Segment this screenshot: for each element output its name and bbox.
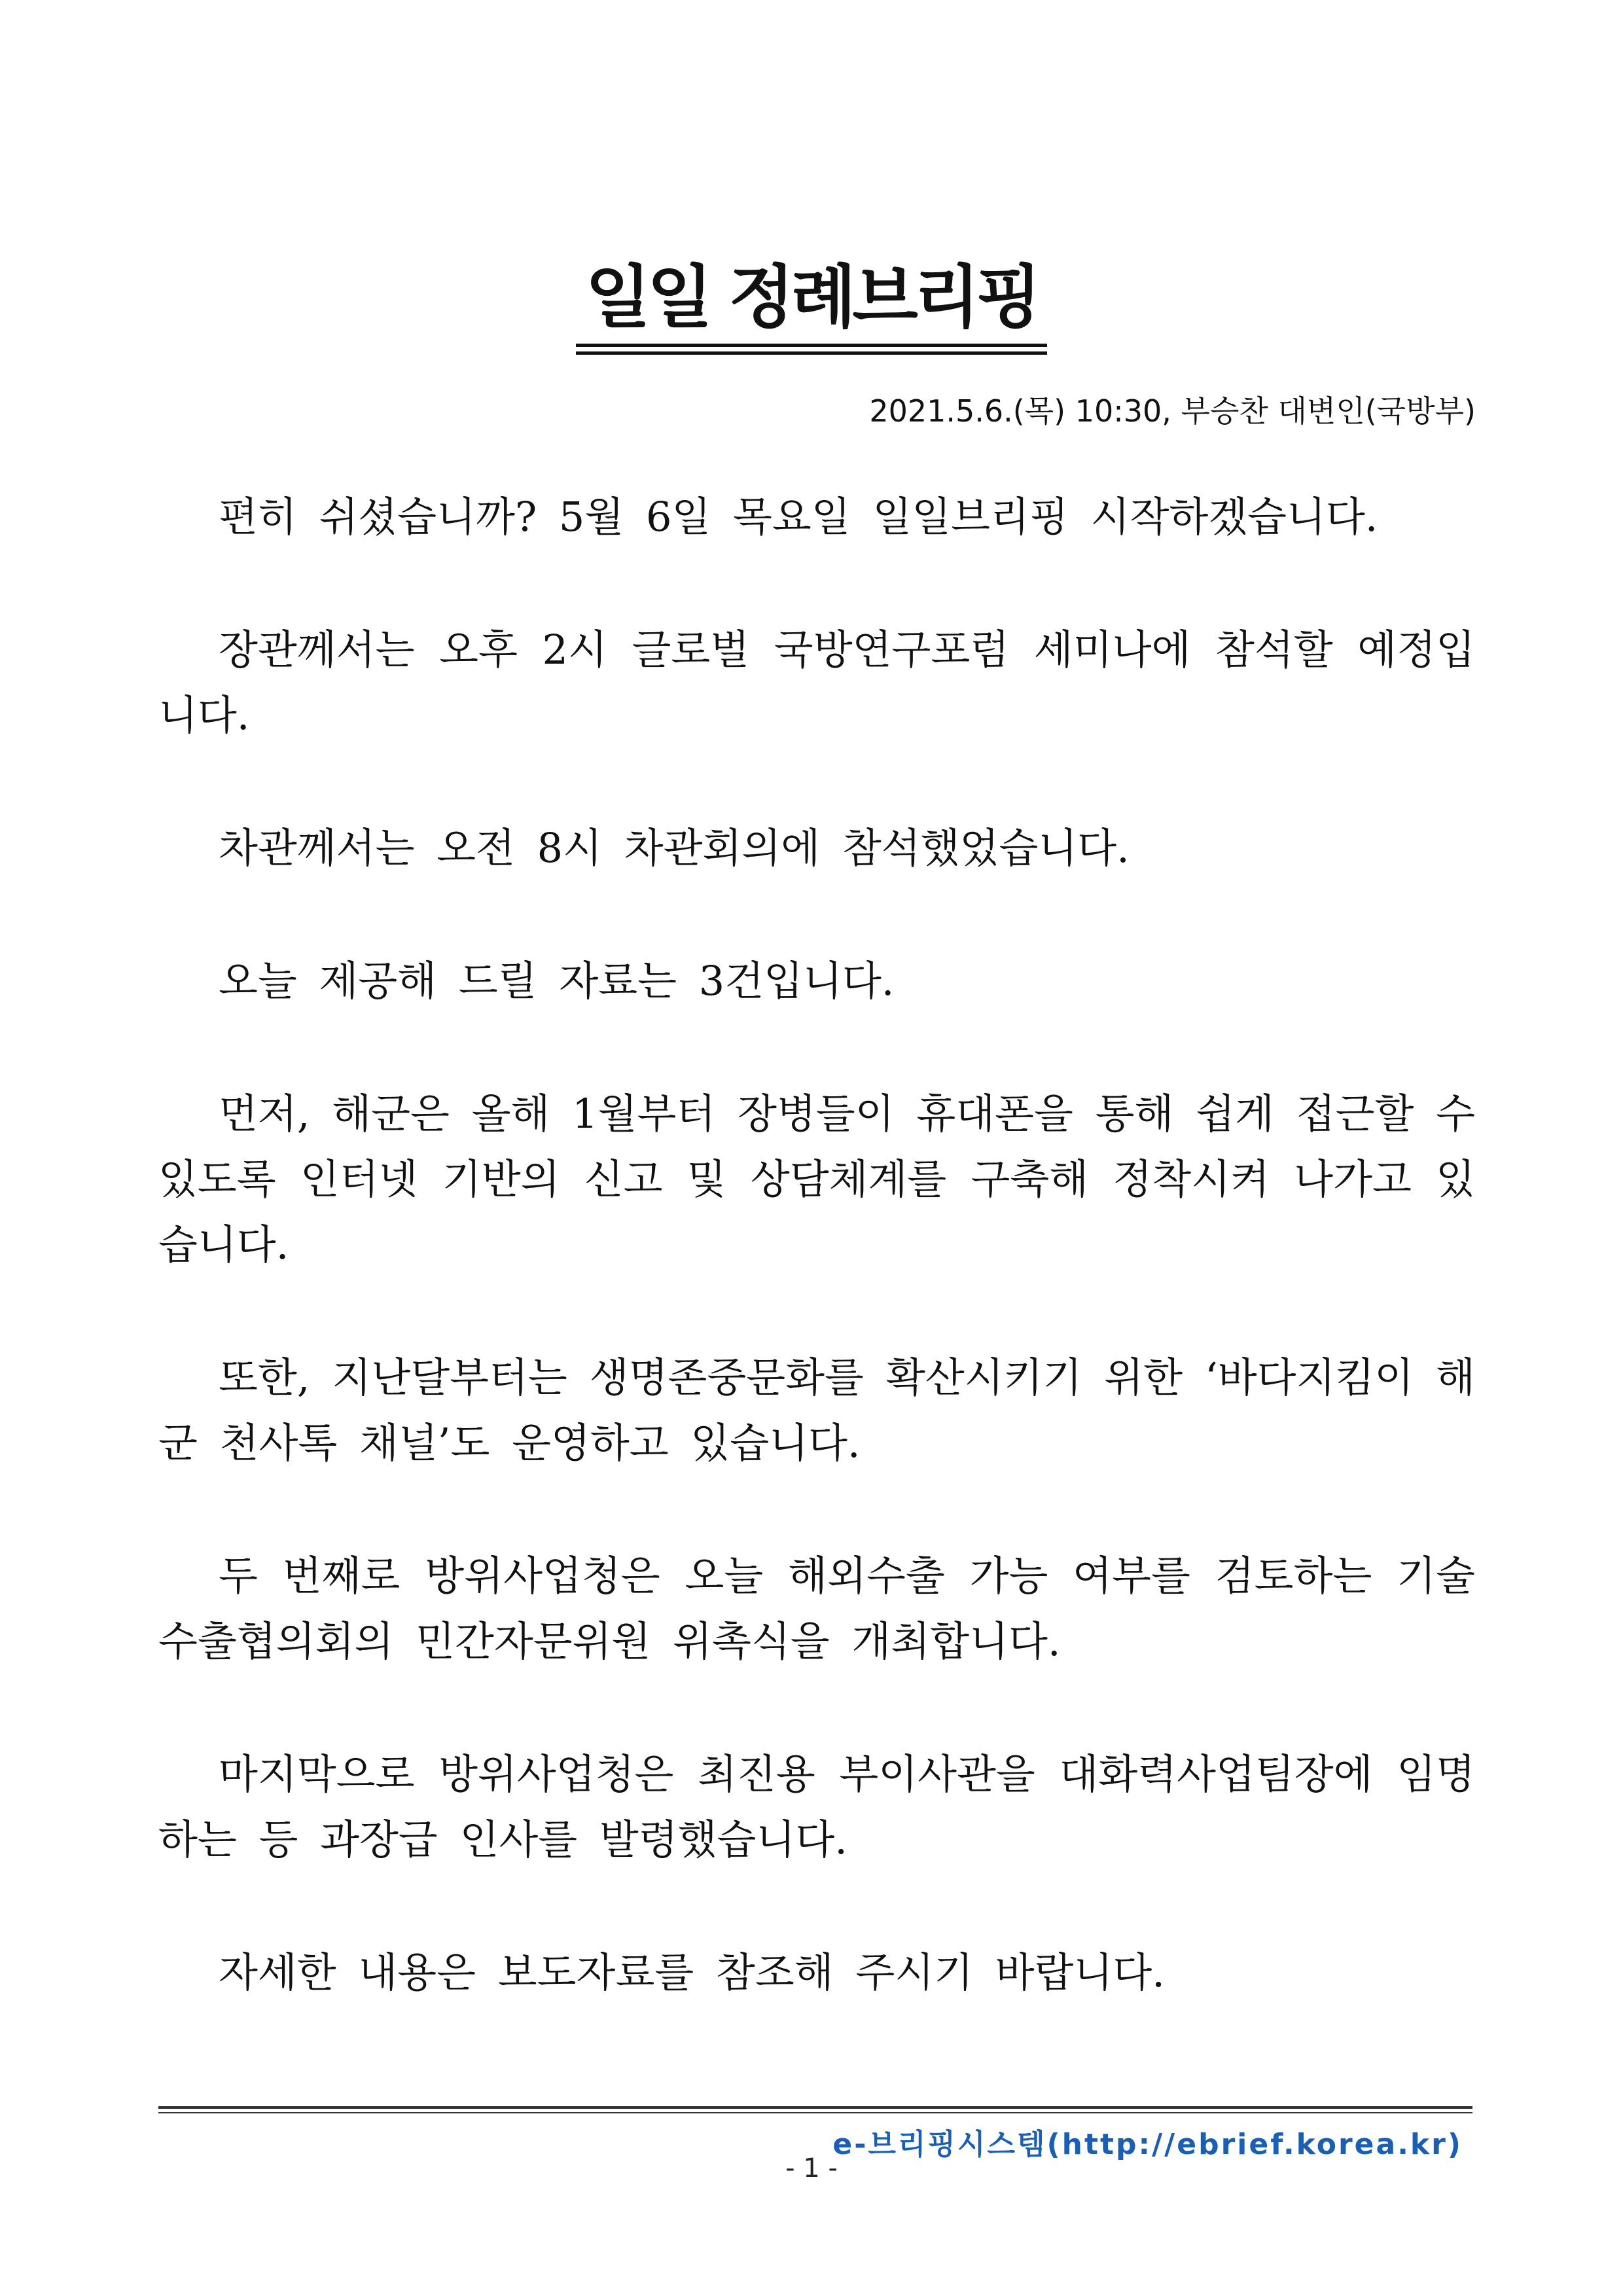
page-number: - 1 - <box>785 2153 838 2183</box>
paragraph-material-count: 오늘 제공해 드릴 자료는 3건입니다. <box>219 957 895 1005</box>
paragraph-navy-channel: 또한, 지난달부터는 생명존중문화를 확산시키기 위한 ‘바다지킴이 해군 천사톡 채널’도 운영하고 있습니다. <box>158 1354 1475 1467</box>
title-container <box>0 259 1623 347</box>
paragraph-navy-reporting-system: 먼저, 해군은 올해 1월부터 장병들이 휴대폰을 통해 쉽게 접근할 수 있도록 인터넷 기반의 신고 및 상담체계를 구축해 정착시켜 나가고 있습니다. <box>158 1090 1475 1268</box>
page-title: 일일 정례브리핑 <box>576 259 1046 347</box>
paragraph-closing: 자세한 내용은 보도자료를 참조해 주시기 바랍니다. <box>219 1948 1165 1996</box>
paragraph-vice-minister-schedule: 차관께서는 오전 8시 차관회의에 참석했었습니다. <box>219 824 1130 872</box>
briefing-dateline: 2021.5.6.(목) 10:30, 부승찬 대변인(국방부) <box>869 393 1476 429</box>
footer-system-label: e-브리핑시스템(http://ebrief.korea.kr) <box>832 2128 1463 2161</box>
paragraph-greeting: 편히 쉬셨습니까? 5월 6일 목요일 일일브리핑 시작하겠습니다. <box>219 493 1378 541</box>
paragraph-minister-schedule: 장관께서는 오후 2시 글로벌 국방연구포럼 세미나에 참석할 예정입니다. <box>158 626 1475 739</box>
paragraph-dapa-personnel: 마지막으로 방위사업청은 최진용 부이사관을 대화력사업팀장에 임명하는 등 과장급 인사를 발령했습니다. <box>158 1750 1475 1863</box>
briefing-body <box>158 484 1475 2073</box>
footer-divider <box>158 2106 1472 2109</box>
paragraph-dapa-advisory: 두 번째로 방위사업청은 오늘 해외수출 가능 여부를 검토하는 기술수출협의회의 민간자문위원 위촉식을 개최합니다. <box>158 1552 1475 1665</box>
